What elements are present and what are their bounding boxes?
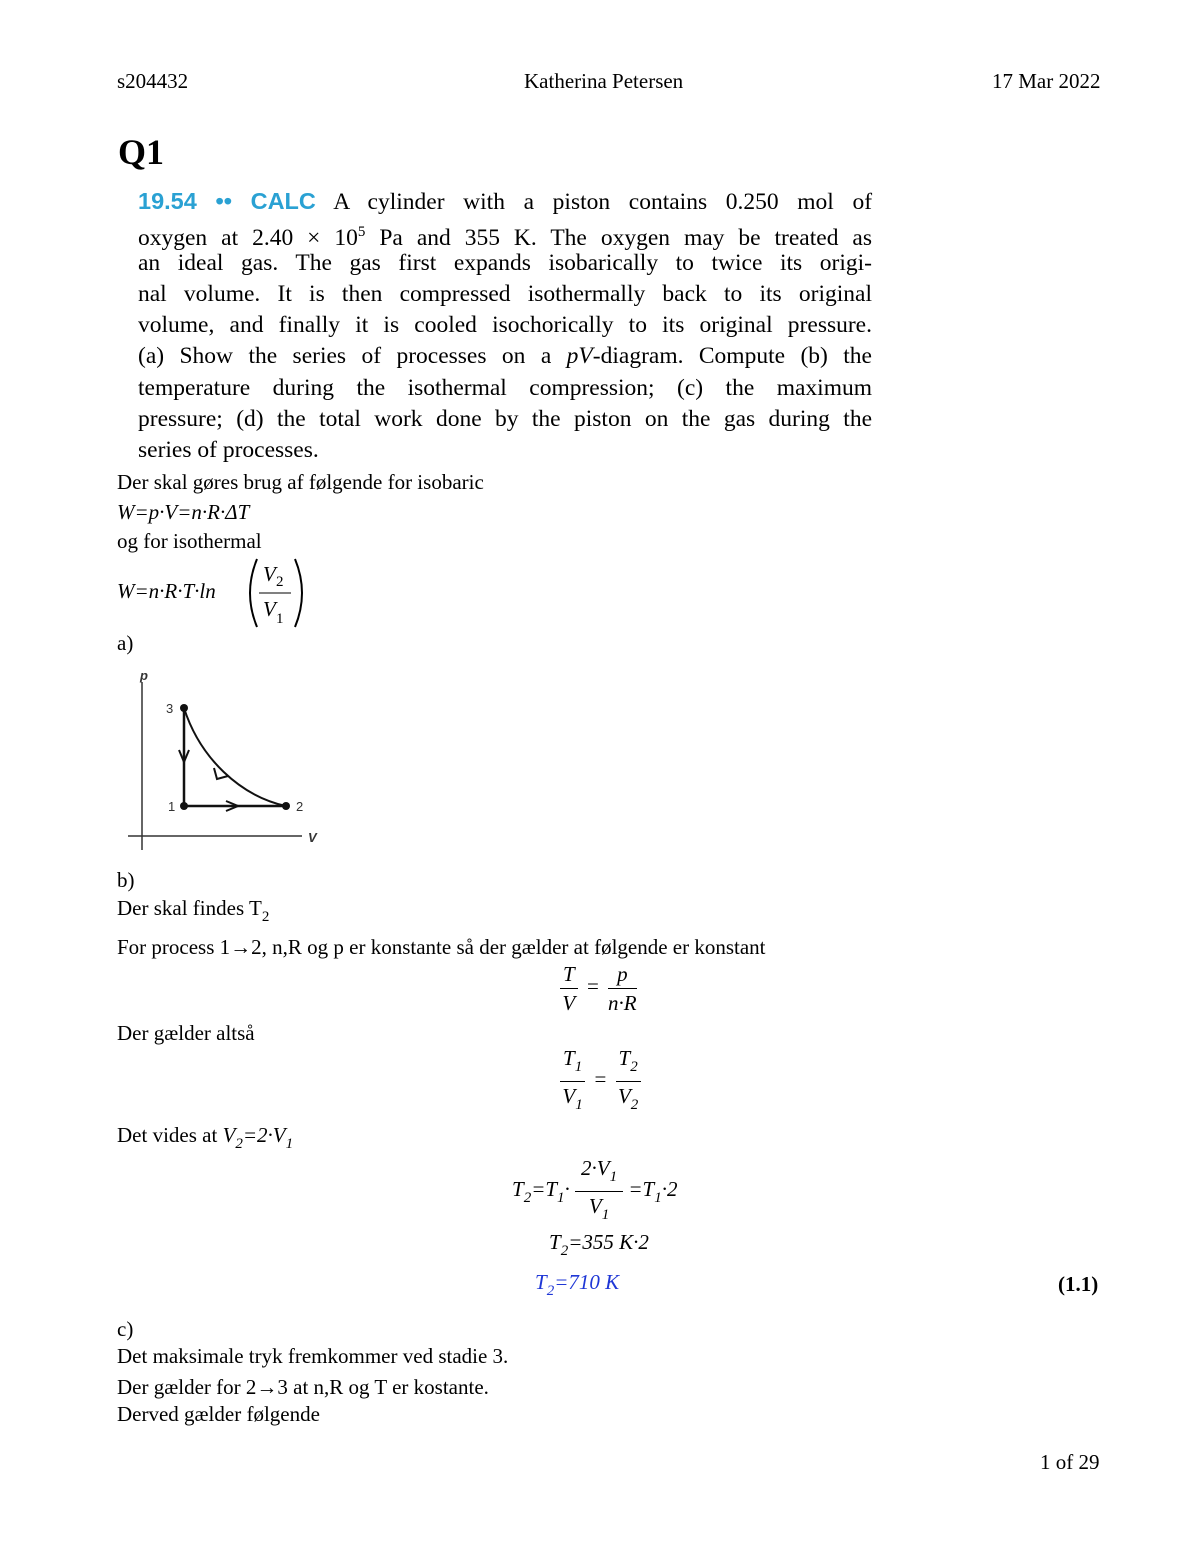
part-c-line-1: Det maksimale tryk fremkommer ved stadie 3. [117,1344,509,1368]
part-c-label: c) [117,1317,134,1341]
find-text: Der skal findes T [117,896,262,920]
known-text: Det vides at [117,1123,223,1147]
v2-num: V [263,562,276,586]
volume-ratio: $\frac{2\cdot V_1}{V_1}$ [575,1154,623,1229]
t2-derivation: $T_2=T_1\cdot$ $\frac{2\cdot V_1}{V_1}$ $=T_1\cdot 2$ [512,1154,677,1229]
state-point-2 [282,802,290,810]
t2-result: $T_2=710$ K [535,1270,620,1299]
left-paren [250,559,257,627]
pv-diagram [120,668,330,853]
isothermal-intro: og for isothermal [117,529,262,553]
calc-tag: CALC [250,188,316,214]
problem-line-3: an ideal gas. The gas first expands isobarically to twice its origi- [138,250,872,277]
part-b-find [117,895,269,930]
problem-line-5: volume, and finally it is cooled isochorically to its original pressure. [138,312,872,339]
difficulty-dots: •• [215,188,232,214]
part-a-label: a) [117,631,134,655]
header-date: 17 Mar 2022 [992,69,1101,93]
find-sub: 2 [261,909,270,925]
part-b-known [117,1122,293,1157]
problem-number: 19.54 [138,188,197,214]
part-c-line-3: Derved gælder følgende [117,1402,320,1426]
problem-line-7: temperature during the isothermal compression; (c) the maximum [138,374,872,401]
v2-sub: 2 [276,574,284,590]
isothermal-lhs: W=n·R·T·ln [117,579,216,603]
part-c-line-2: Der gælder for 2→3 at n,R og T er kostante. [117,1375,489,1399]
part-b-thus: Der gælder altså [117,1021,255,1045]
state-point-1 [180,802,188,810]
part-b-label: b) [117,868,135,892]
pv-term: pV [566,343,593,370]
label-point-3: 3 [166,701,174,716]
t2-substitution: $T_2=355$ K·2 [549,1230,649,1259]
problem-text: (a) Show the series of processes on a [138,343,567,370]
exponent: 5 [357,224,366,241]
problem-line-4: nal volume. It is then compressed isothermally back to its original [138,281,872,308]
y-axis-label: p [140,668,148,683]
p-over-nr: $\frac{p}{n\cdot R}$ [608,962,637,1015]
ratio-equation: $\frac{T}{V}$ = $\frac{p}{n\cdot R}$ [560,960,637,1017]
part-b-process: For process 1→2, n,R og p er konstante så der gælder at følgende er konstant [117,935,766,959]
problem-line-1 [138,186,872,217]
problem-line-8: pressure; (d) the total work done by the piston on the gas during the [138,405,872,432]
ln-argument [243,557,443,629]
equation-number: (1.1) [1058,1272,1099,1296]
problem-line-6 [138,341,872,372]
isobaric-formula: W=p·V=n·R·ΔT [117,500,250,524]
state-point-3 [180,704,188,712]
header-student-id: s204432 [117,69,189,93]
problem-excerpt [138,186,872,466]
process-2-3-curve [184,708,286,806]
v2-relation: $V_2=2\cdot V_1$ [222,1123,294,1152]
problem-text: Pa and 355 K. The oxygen may be treated as [365,224,872,251]
page-indicator: 1 of 29 [1040,1450,1100,1474]
label-point-1: 1 [168,799,176,814]
problem-line-2 [138,217,872,251]
question-title: Q1 [118,132,165,172]
label-point-2: 2 [296,799,304,814]
v1-sub: 1 [276,611,284,627]
v1-den: V [263,597,276,621]
header-author: Katherina Petersen [524,69,684,93]
t-over-v: $\frac{T}{V}$ [560,960,578,1017]
ratio-equality: $\frac{T_1}{V_1}$ = $\frac{T_2}{V_2}$ [560,1044,641,1119]
problem-text: -diagram. Compute (b) the [592,343,872,370]
problem-text: oxygen at 2.40 × 10 [138,224,358,251]
right-paren [295,559,302,627]
problem-line-9: series of processes. [138,436,319,463]
x-axis-label: V [308,830,317,845]
problem-text: A cylinder with a piston contains 0.250 mol of [333,189,873,215]
t2-over-v2: $\frac{T_2}{V_2}$ [616,1044,641,1119]
isobaric-intro: Der skal gøres brug af følgende for isobaric [117,470,484,494]
t1-over-v1: $\frac{T_1}{V_1}$ [560,1044,585,1119]
